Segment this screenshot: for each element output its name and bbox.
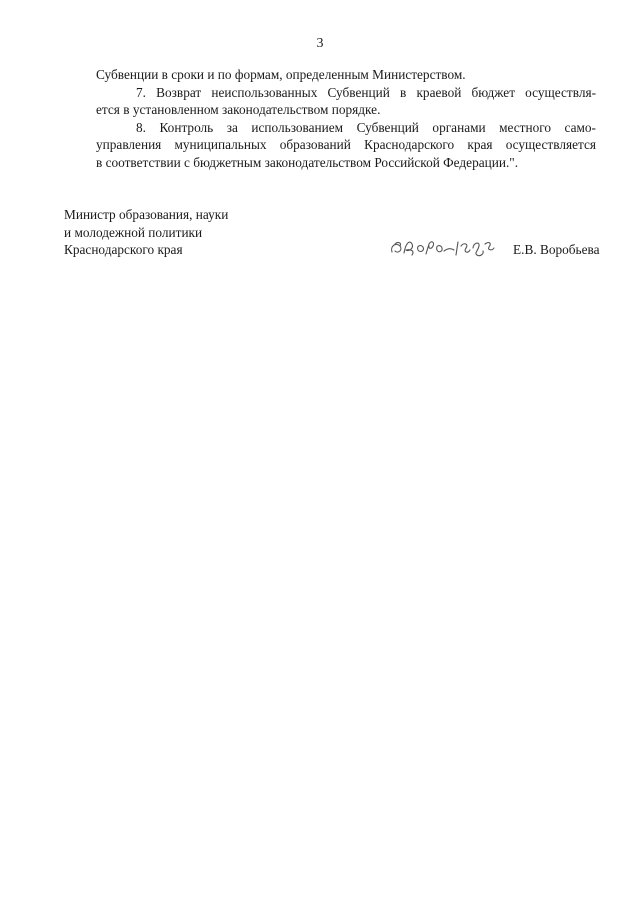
handwritten-signature bbox=[388, 232, 498, 262]
signatory-title-line-3: Краснодарского края bbox=[64, 242, 183, 257]
paragraph-8-line-2: управления муниципальных образований Краснодарского края осуществляется bbox=[96, 137, 596, 152]
paragraph-7-line-1: 7. Возврат неиспользованных Субвенций в краевой бюджет осуществля- bbox=[136, 84, 596, 100]
paragraph-8-line-3: в соответствии с бюджетным законодательством Российской Федерации.". bbox=[96, 154, 519, 170]
signatory-title bbox=[64, 206, 228, 259]
paragraph-8-line-1: 8. Контроль за использованием Субвенций органами местного само- bbox=[136, 119, 596, 135]
body-text bbox=[96, 66, 596, 171]
signatory-title-line-1: Министр образования, науки bbox=[64, 207, 229, 222]
paragraph-continuation-line: Субвенции в сроки и по формам, определенным Министерством. bbox=[96, 67, 466, 82]
paragraph-7-line-2: ется в установленном законодательством порядке. bbox=[96, 102, 381, 117]
page-number: 3 bbox=[316, 36, 324, 51]
signatory-title-line-2: и молодежной политики bbox=[64, 224, 203, 240]
signatory-name: Е.В. Воробьева bbox=[513, 242, 600, 257]
